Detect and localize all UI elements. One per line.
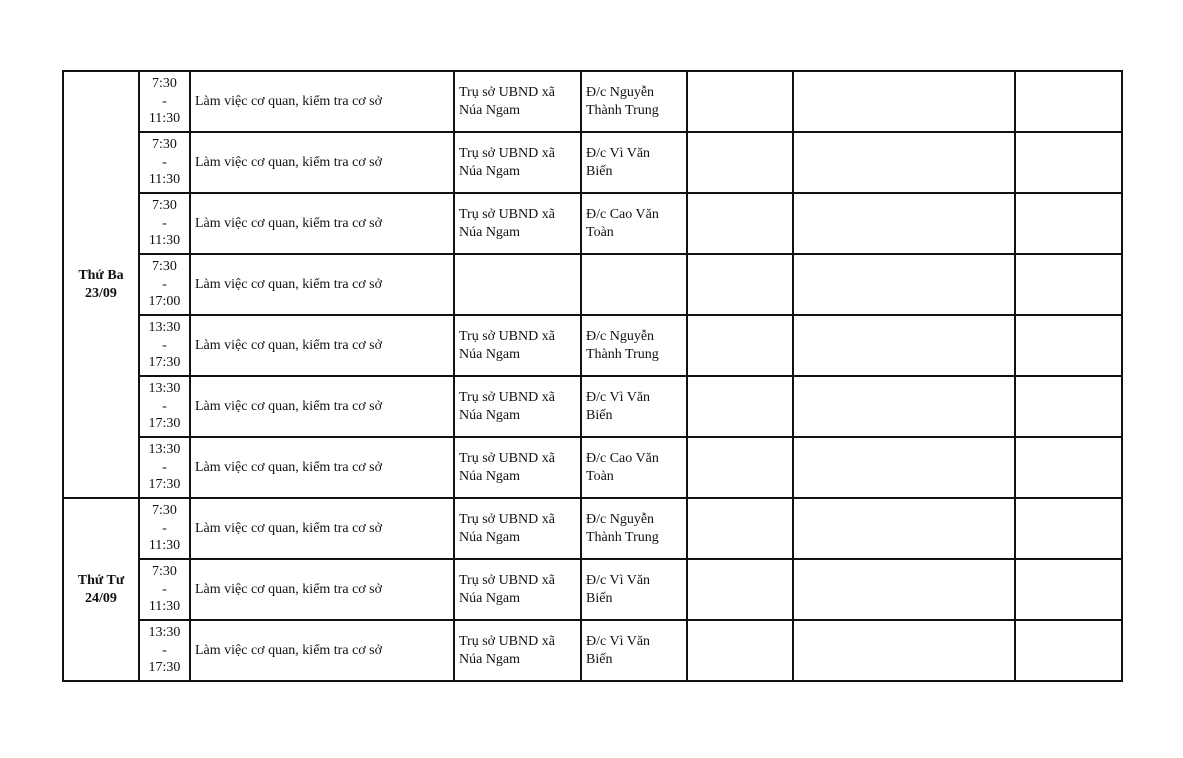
table-row xyxy=(63,559,1122,620)
table-row xyxy=(63,315,1122,376)
person-cell xyxy=(581,498,687,559)
person-text: Toàn xyxy=(586,468,614,484)
person-text: Đ/c Nguyễn xyxy=(586,512,655,527)
time-separator: - xyxy=(162,93,167,109)
person-text: Đ/c Vì Văn xyxy=(586,146,651,161)
person-text: Đ/c Vì Văn xyxy=(586,573,651,588)
time-separator: - xyxy=(162,276,167,292)
place-text: Núa Ngam xyxy=(459,346,521,362)
empty-cell xyxy=(1015,376,1122,437)
content-cell: Làm việc cơ quan, kiểm tra cơ sở xyxy=(190,437,454,498)
person-cell xyxy=(581,376,687,437)
empty-cell xyxy=(793,132,1015,193)
person-text: Toàn xyxy=(586,224,614,240)
place-text: Núa Ngam xyxy=(459,590,521,606)
content-cell: Làm việc cơ quan, kiểm tra cơ sở xyxy=(190,254,454,315)
empty-cell xyxy=(687,498,793,559)
person-text: Biến xyxy=(586,651,613,667)
table-row xyxy=(63,620,1122,681)
time-cell xyxy=(139,437,190,498)
place-text: Núa Ngam xyxy=(459,102,521,118)
time-start: 7:30 xyxy=(152,503,177,519)
time-separator: - xyxy=(162,459,167,475)
time-end: 11:30 xyxy=(148,172,181,188)
empty-cell xyxy=(687,376,793,437)
time-end: 11:30 xyxy=(148,111,181,127)
person-text: Biến xyxy=(586,163,613,179)
person-text: Đ/c Nguyễn xyxy=(586,85,655,100)
time-end: 11:30 xyxy=(148,599,181,615)
person-cell xyxy=(581,132,687,193)
place-text: Trụ sở UBND xã xyxy=(459,512,555,527)
empty-cell xyxy=(687,71,793,132)
empty-cell xyxy=(1015,559,1122,620)
person-text: Biến xyxy=(586,590,613,606)
empty-cell xyxy=(687,132,793,193)
table-row xyxy=(63,71,1122,132)
person-text: Biến xyxy=(586,407,613,423)
place-cell xyxy=(454,193,581,254)
time-cell xyxy=(139,132,190,193)
schedule-body xyxy=(63,71,1122,681)
empty-cell xyxy=(793,315,1015,376)
place-text: Núa Ngam xyxy=(459,407,521,423)
place-text: Trụ sở UBND xã xyxy=(459,85,555,100)
time-start: 13:30 xyxy=(148,320,181,336)
empty-cell xyxy=(793,559,1015,620)
person-text: Thành Trung xyxy=(586,529,659,545)
time-start: 13:30 xyxy=(148,381,181,397)
table-row xyxy=(63,132,1122,193)
time-end: 17:30 xyxy=(148,660,181,676)
time-separator: - xyxy=(162,154,167,170)
empty-cell xyxy=(1015,193,1122,254)
day-name: Thứ Tư xyxy=(77,573,125,588)
place-cell xyxy=(454,559,581,620)
time-separator: - xyxy=(162,642,167,658)
empty-cell xyxy=(687,193,793,254)
empty-cell xyxy=(793,71,1015,132)
place-cell xyxy=(454,254,581,315)
empty-cell xyxy=(1015,620,1122,681)
day-cell xyxy=(63,498,139,681)
empty-cell xyxy=(793,376,1015,437)
empty-cell xyxy=(1015,437,1122,498)
day-cell xyxy=(63,71,139,498)
day-name: Thứ Ba xyxy=(78,268,124,283)
time-end: 17:30 xyxy=(148,355,181,371)
table-row xyxy=(63,437,1122,498)
person-text: Đ/c Nguyễn xyxy=(586,329,655,344)
time-cell xyxy=(139,254,190,315)
person-cell xyxy=(581,71,687,132)
person-cell xyxy=(581,559,687,620)
place-cell xyxy=(454,498,581,559)
time-cell xyxy=(139,315,190,376)
place-text: Núa Ngam xyxy=(459,651,521,667)
person-text: Thành Trung xyxy=(586,346,659,362)
table-row xyxy=(63,254,1122,315)
place-cell xyxy=(454,437,581,498)
time-separator: - xyxy=(162,215,167,231)
place-cell xyxy=(454,315,581,376)
empty-cell xyxy=(1015,71,1122,132)
time-end: 17:30 xyxy=(148,477,181,493)
place-text: Trụ sở UBND xã xyxy=(459,146,555,161)
table-row xyxy=(63,498,1122,559)
place-text: Trụ sở UBND xã xyxy=(459,573,555,588)
person-cell xyxy=(581,315,687,376)
time-separator: - xyxy=(162,337,167,353)
time-start: 7:30 xyxy=(152,137,177,153)
empty-cell xyxy=(1015,132,1122,193)
place-text: Trụ sở UBND xã xyxy=(459,329,555,344)
content-cell: Làm việc cơ quan, kiểm tra cơ sở xyxy=(190,376,454,437)
person-text: Đ/c Cao Văn xyxy=(586,451,659,466)
empty-cell xyxy=(793,254,1015,315)
empty-cell xyxy=(687,620,793,681)
empty-cell xyxy=(1015,315,1122,376)
empty-cell xyxy=(687,437,793,498)
empty-cell xyxy=(1015,498,1122,559)
person-text: Thành Trung xyxy=(586,102,659,118)
table-row xyxy=(63,193,1122,254)
schedule-table xyxy=(62,70,1123,682)
person-text: Đ/c Vì Văn xyxy=(586,634,651,649)
content-cell: Làm việc cơ quan, kiểm tra cơ sở xyxy=(190,315,454,376)
time-separator: - xyxy=(162,398,167,414)
time-cell xyxy=(139,620,190,681)
time-end: 17:30 xyxy=(148,416,181,432)
time-cell xyxy=(139,498,190,559)
place-text: Trụ sở UBND xã xyxy=(459,451,555,466)
time-cell xyxy=(139,71,190,132)
empty-cell xyxy=(793,193,1015,254)
place-cell xyxy=(454,132,581,193)
time-separator: - xyxy=(162,520,167,536)
person-text: Đ/c Cao Văn xyxy=(586,207,659,222)
content-cell: Làm việc cơ quan, kiểm tra cơ sở xyxy=(190,498,454,559)
person-cell xyxy=(581,193,687,254)
place-text: Núa Ngam xyxy=(459,224,521,240)
day-date: 24/09 xyxy=(85,590,117,606)
place-text: Trụ sở UBND xã xyxy=(459,634,555,649)
time-start: 13:30 xyxy=(148,442,181,458)
time-start: 7:30 xyxy=(152,564,177,580)
time-start: 7:30 xyxy=(152,198,177,214)
time-separator: - xyxy=(162,581,167,597)
empty-cell xyxy=(687,315,793,376)
day-date: 23/09 xyxy=(85,285,117,301)
content-cell: Làm việc cơ quan, kiểm tra cơ sở xyxy=(190,71,454,132)
person-cell xyxy=(581,437,687,498)
time-start: 7:30 xyxy=(152,259,177,275)
time-cell xyxy=(139,559,190,620)
place-text: Núa Ngam xyxy=(459,529,521,545)
content-cell: Làm việc cơ quan, kiểm tra cơ sở xyxy=(190,559,454,620)
table-row xyxy=(63,376,1122,437)
empty-cell xyxy=(793,498,1015,559)
place-cell xyxy=(454,620,581,681)
empty-cell xyxy=(793,437,1015,498)
place-cell xyxy=(454,376,581,437)
time-end: 11:30 xyxy=(148,233,181,249)
empty-cell xyxy=(687,559,793,620)
place-text: Trụ sở UBND xã xyxy=(459,207,555,222)
empty-cell xyxy=(687,254,793,315)
time-end: 11:30 xyxy=(148,538,181,554)
time-end: 17:00 xyxy=(148,294,181,310)
content-cell: Làm việc cơ quan, kiểm tra cơ sở xyxy=(190,620,454,681)
person-text: Đ/c Vì Văn xyxy=(586,390,651,405)
content-cell: Làm việc cơ quan, kiểm tra cơ sở xyxy=(190,193,454,254)
person-cell xyxy=(581,254,687,315)
content-cell: Làm việc cơ quan, kiểm tra cơ sở xyxy=(190,132,454,193)
empty-cell xyxy=(1015,254,1122,315)
time-start: 7:30 xyxy=(152,76,177,92)
place-text: Trụ sở UBND xã xyxy=(459,390,555,405)
person-cell xyxy=(581,620,687,681)
time-cell xyxy=(139,376,190,437)
time-cell xyxy=(139,193,190,254)
place-cell xyxy=(454,71,581,132)
place-text: Núa Ngam xyxy=(459,163,521,179)
empty-cell xyxy=(793,620,1015,681)
time-start: 13:30 xyxy=(148,625,181,641)
place-text: Núa Ngam xyxy=(459,468,521,484)
